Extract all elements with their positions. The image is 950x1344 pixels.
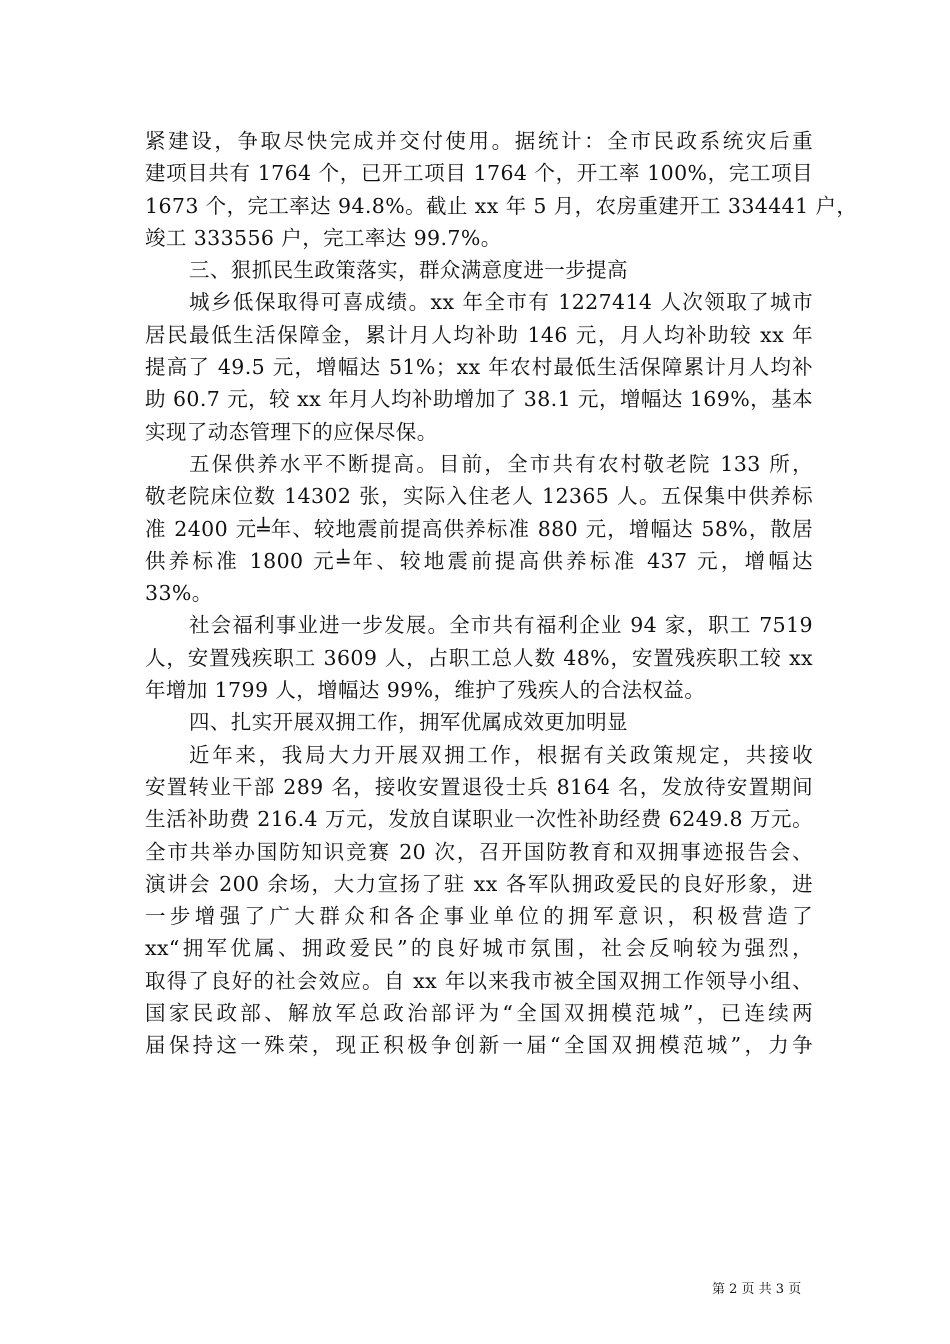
text-line: 全市共举办国防知识竞赛 20 次，召开国防教育和双拥事迹报告会、 xyxy=(145,839,813,864)
text-line: 人，安置残疾职工 3609 人，占职工总人数 48%，安置残疾职工较 xx xyxy=(145,645,813,670)
text-line: 四、扎实开展双拥工作，拥军优属成效更加明显 xyxy=(189,710,628,735)
text-line: 取得了良好的社会效应。自 xx 年以来我市被全国双拥工作领导小组、 xyxy=(145,968,813,993)
text-line: 实现了动态管理下的应保尽保。 xyxy=(145,419,438,444)
text-line: 城乡低保取得可喜成绩。xx 年全市有 1227414 人次领取了城市 xyxy=(189,290,813,315)
text-line: 居民最低生活保障金，累计月人均补助 146 元，月人均补助较 xx 年 xyxy=(145,322,813,347)
text-line: 33%。 xyxy=(145,581,213,606)
text-line: 一步增强了广大群众和各企事业单位的拥军意识，积极营造了 xyxy=(145,904,813,929)
text-line: xx“拥军优属、拥政爱民”的良好城市氛围，社会反响较为强烈， xyxy=(145,936,813,961)
document-body xyxy=(145,125,858,1062)
text-line: 生活补助费 216.4 万元，发放自谋职业一次性补助经费 6249.8 万元。 xyxy=(145,807,813,832)
text-line: 提高了 49.5 元，增幅达 51%；xx 年农村最低生活保障累计月人均补 xyxy=(145,355,813,380)
text-line: 国家民政部、解放军总政治部评为“全国双拥模范城”，已连续两 xyxy=(145,1001,813,1026)
text-line: 届保持这一殊荣，现正积极争创新一届“全国双拥模范城”，力争 xyxy=(145,1033,813,1058)
text-line: 建项目共有 1764 个，已开工项目 1764 个，开工率 100%，完工项目 xyxy=(145,161,813,186)
text-line: 年增加 1799 人，增幅达 99%，维护了残疾人的合法权益。 xyxy=(145,678,706,703)
text-line: 助 60.7 元，较 xx 年月人均补助增加了 38.1 元，增幅达 169%，基本 xyxy=(145,387,813,412)
text-line: 紧建设，争取尽快完成并交付使用。据统计：全市民政系统灾后重 xyxy=(145,129,813,153)
text-line: 竣工 333556 户，完工率达 99.7%。 xyxy=(145,225,502,250)
text-line: 演讲会 200 余场，大力宣扬了驻 xx 各军队拥政爱民的良好形象，进 xyxy=(145,871,813,896)
text-line: 1673 个，完工率达 94.8%。截止 xx 年 5 月，农房重建开工 334441 户， xyxy=(145,193,858,218)
text-line: 敬老院床位数 14302 张，实际入住老人 12365 人。五保集中供养标 xyxy=(145,484,813,509)
page-number-footer: 第 2 页 共 3 页 xyxy=(712,1282,802,1297)
text-line: 近年来，我局大力开展双拥工作，根据有关政策规定，共接收 xyxy=(189,742,813,767)
text-line: 准 2400 元╧年、较地震前提高供养标准 880 元，增幅达 58%，散居 xyxy=(145,516,813,541)
text-line: 五保供养水平不断提高。目前，全市共有农村敬老院 133 所， xyxy=(189,451,813,476)
text-line: 三、狠抓民生政策落实，群众满意度进一步提高 xyxy=(189,258,628,283)
text-line: 安置转业干部 289 名，接收安置退役士兵 8164 名，发放待安置期间 xyxy=(145,774,813,799)
text-line: 社会福利事业进一步发展。全市共有福利企业 94 家，职工 7519 xyxy=(189,613,813,638)
text-line: 供养标准 1800 元╧年、较地震前提高供养标准 437 元，增幅达 xyxy=(145,548,813,573)
